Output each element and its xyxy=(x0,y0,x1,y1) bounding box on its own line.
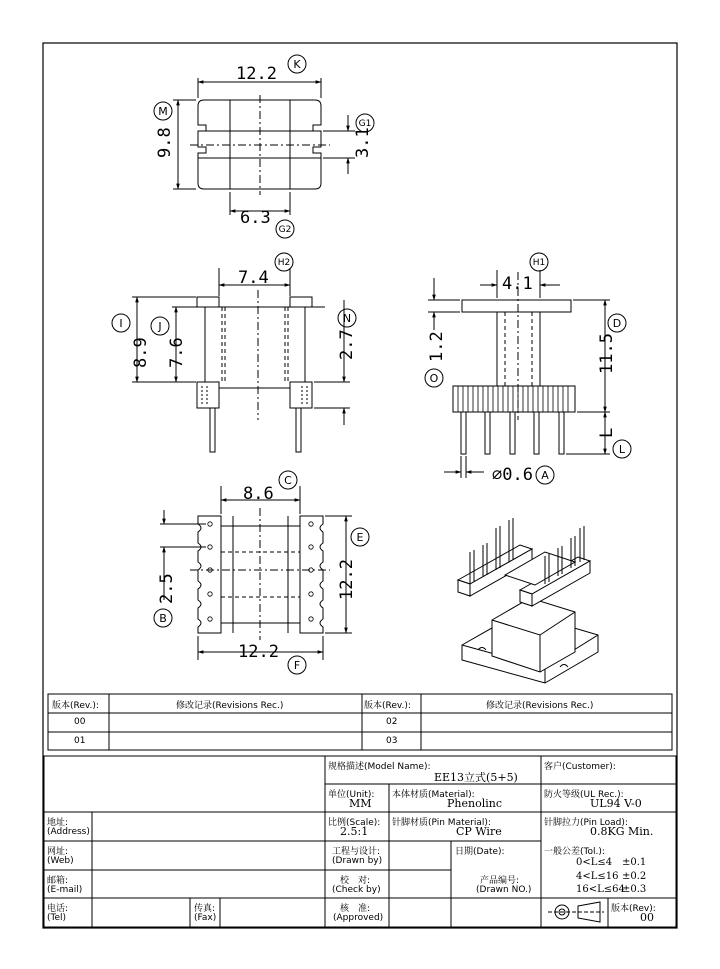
svg-text:B: B xyxy=(159,612,167,625)
front-right-height-dim: 2.7 xyxy=(337,329,357,360)
callout-a xyxy=(536,466,554,484)
callout-h1 xyxy=(530,253,548,271)
scale-label: 比例(Scale): xyxy=(328,818,381,828)
svg-text:F: F xyxy=(293,659,301,672)
top-height-dim: 9.8 xyxy=(155,127,175,158)
tel-label-en: (Tel) xyxy=(47,913,67,923)
fax-label: 传真: xyxy=(194,904,216,914)
side-pin-spacing-dim: 4.1 xyxy=(502,274,533,294)
customer-label: 客户(Customer): xyxy=(544,762,616,772)
ul-label: 防火等级(UL Rec.): xyxy=(544,790,624,800)
svg-text:J: J xyxy=(158,320,162,333)
tol-value-2: ±0.2 xyxy=(622,871,647,882)
bottom-height-dim: 12.2 xyxy=(337,559,357,600)
callout-f xyxy=(288,656,306,674)
tol-value-3: ±0.3 xyxy=(622,884,647,895)
rev-label: 版本(Rev): xyxy=(611,904,656,914)
svg-text:I: I xyxy=(119,317,123,330)
callout-e xyxy=(351,528,369,546)
tol-range-1: 0<L≤4 xyxy=(576,857,613,868)
scale-value: 2.5:1 xyxy=(340,825,369,838)
fax-label-en: (Fax) xyxy=(194,913,217,923)
top-width-dim: 12.2 xyxy=(236,64,277,84)
approved-label: 核 准: xyxy=(340,904,371,914)
drawn-label: 工程与设计: xyxy=(332,847,381,857)
callout-d xyxy=(608,314,626,332)
callout-j xyxy=(151,317,169,335)
svg-text:C: C xyxy=(284,474,292,487)
drawing-no-label-en: (Drawn NO.) xyxy=(476,885,532,895)
side-view xyxy=(428,270,610,478)
callout-i xyxy=(112,314,130,332)
rev-row-2-b: 03 xyxy=(386,736,398,746)
email-label-en: (E-mail) xyxy=(47,885,83,895)
svg-text:E: E xyxy=(356,531,364,544)
callout-h2 xyxy=(275,253,293,271)
svg-text:D: D xyxy=(612,317,622,330)
tol-value-1: ±0.1 xyxy=(622,857,647,868)
svg-text:G2: G2 xyxy=(278,225,292,235)
svg-text:H1: H1 xyxy=(532,258,546,268)
rev-row-1-a: 00 xyxy=(74,717,86,727)
model-label: 规格描述(Model Name): xyxy=(328,762,431,772)
pin-load-value: 0.8KG Min. xyxy=(590,825,654,838)
material-label: 本体材质(Material): xyxy=(392,790,475,800)
ul-value: UL94 V-0 xyxy=(590,797,642,810)
callout-n xyxy=(338,309,356,327)
date-label: 日期(Date): xyxy=(455,847,505,857)
approved-label-en: (Approved) xyxy=(333,913,384,923)
rev-row-2-a: 01 xyxy=(74,736,86,746)
callout-c xyxy=(279,471,297,489)
bottom-pitch-dim: 2.5 xyxy=(157,573,177,604)
bottom-view xyxy=(160,486,352,660)
model-value: EE13立式(5+5) xyxy=(434,771,518,784)
drawn-label-en: (Drawn by) xyxy=(332,856,383,866)
front-view xyxy=(132,268,350,452)
callout-b xyxy=(154,609,172,627)
rev-header-2: 修改记录(Revisions Rec.) xyxy=(176,701,284,711)
callout-g2 xyxy=(276,220,294,238)
callout-k xyxy=(288,55,306,73)
rev-header-1: 版本(Rev.): xyxy=(52,701,99,711)
svg-text:L: L xyxy=(618,443,626,456)
top-view xyxy=(173,78,355,215)
web-label-en: (Web) xyxy=(47,856,74,866)
unit-value: MM xyxy=(349,797,372,810)
side-pin-dia-dim: ⌀0.6 xyxy=(492,465,533,485)
check-label: 校 对: xyxy=(340,876,371,886)
callout-m xyxy=(154,102,172,120)
front-top-width-dim: 7.4 xyxy=(238,268,269,288)
side-height-dim: 11.5 xyxy=(597,333,617,374)
bottom-inner-width-dim: 8.6 xyxy=(243,484,274,504)
pin-material-label: 针脚材质(Pin Material): xyxy=(392,818,491,828)
rev-row-1-b: 02 xyxy=(386,717,398,727)
callout-l xyxy=(613,440,631,458)
side-flange-dim: 1.2 xyxy=(427,331,447,362)
svg-text:H2: H2 xyxy=(277,258,291,268)
top-gap-dim: 6.3 xyxy=(240,208,271,228)
svg-text:A: A xyxy=(541,469,549,482)
front-inner-height-dim: 7.6 xyxy=(167,337,187,368)
unit-label: 单位(Unit): xyxy=(328,790,375,800)
pin-material-value: CP Wire xyxy=(456,825,502,838)
tol-range-3: 16<L≤64 xyxy=(576,884,625,895)
isometric-view xyxy=(458,518,598,683)
address-label-en: (Address) xyxy=(47,827,90,837)
bottom-outer-width-dim: 12.2 xyxy=(238,642,279,662)
top-slot-dim: 3.1 xyxy=(353,127,373,158)
check-label-en: (Check by) xyxy=(332,885,381,895)
address-label: 地址: xyxy=(47,818,69,828)
drawing-no-label: 产品编号: xyxy=(480,876,520,886)
pin-load-label: 针脚拉力(Pin Load): xyxy=(544,818,628,828)
svg-text:K: K xyxy=(293,58,301,71)
tol-range-2: 4<L≤16 xyxy=(576,871,619,882)
tel-label: 电话: xyxy=(47,904,69,914)
front-total-height-dim: 8.9 xyxy=(131,337,151,368)
svg-text:N: N xyxy=(342,312,352,325)
svg-text:G1: G1 xyxy=(358,119,372,129)
rev-value: 00 xyxy=(640,911,654,924)
callout-o xyxy=(425,369,443,387)
svg-text:M: M xyxy=(158,105,168,118)
rev-header-3: 版本(Rev.): xyxy=(364,701,411,711)
svg-text:O: O xyxy=(429,372,439,385)
web-label: 网址: xyxy=(47,847,69,857)
email-label: 邮箱: xyxy=(47,876,69,886)
material-value: Phenolinc xyxy=(447,797,502,810)
rev-header-4: 修改记录(Revisions Rec.) xyxy=(486,701,594,711)
projection-symbol xyxy=(548,902,604,922)
tol-label: 一般公差(Tol.): xyxy=(544,847,605,857)
side-pin-length-dim: L xyxy=(597,427,617,438)
